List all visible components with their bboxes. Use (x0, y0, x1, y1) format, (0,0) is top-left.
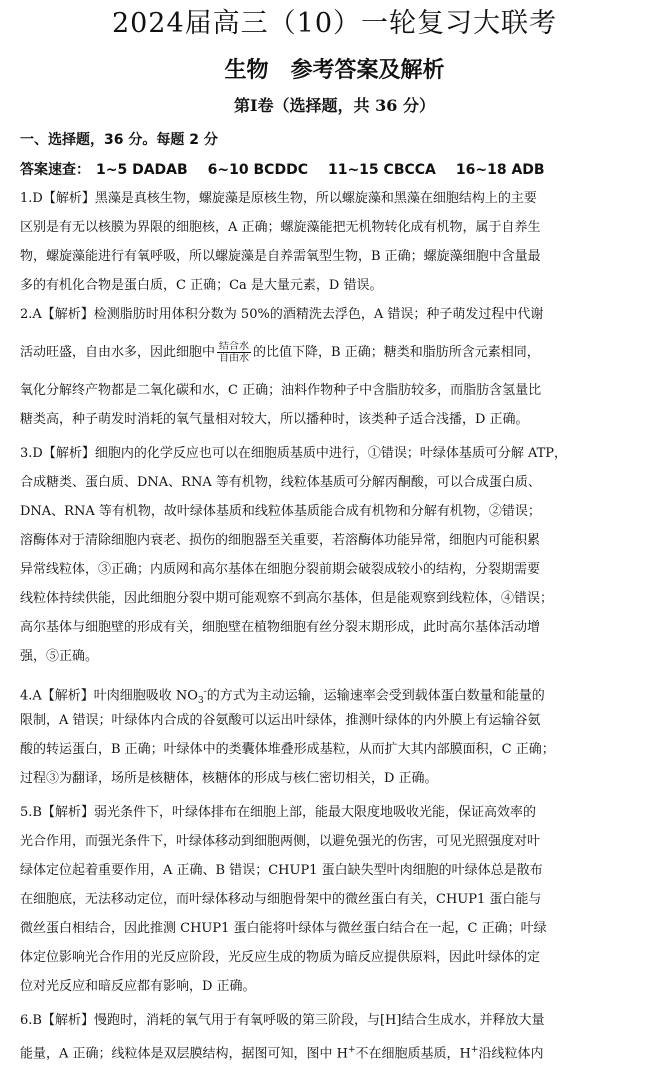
answer-key-group: 6~10 BCDDC (207, 162, 308, 178)
text-line: 区别是有无以核膜为界限的细胞核，A 正确；螺旋藻能把无机物转化成有机物，属于自养生 (20, 220, 541, 235)
text-line: 异常线粒体，③正确；内质网和高尔基体在细胞分裂前期会破裂成较小的结构，分裂期需要 (20, 562, 541, 577)
answer-key (20, 160, 565, 180)
text-line: 高尔基体与细胞壁的形成有关，细胞壁在植物细胞有丝分裂末期形成，此时高尔基体活动增 (20, 620, 541, 635)
text-line: 过程③为翻译，场所是核糖体，核糖体的形成与核仁密切相关，D 正确。 (20, 771, 438, 786)
text-line: 体定位影响光合作用的光反应阶段，光反应生成的物质为暗反应提供原料，因此叶绿体的定 (20, 950, 541, 965)
part-heading: 一、选择题，36 分。每题 2 分 (20, 132, 218, 148)
text-line-with-formula (20, 682, 660, 711)
text-segment: 的比值下降，B 正确；糖类和脂肪所含元素相同， (253, 345, 540, 360)
text-line: DNA、RNA 等有机物，故叶绿体基质和线粒体基质能合成有机物和分解有机物，②错误； (20, 504, 541, 519)
text-line: 酸的转运蛋白，B 正确；叶绿体中的类囊体堆叠形成基粒，从而扩大其内部膜面积，C 正确； (20, 742, 555, 757)
document-subtitle: 生物 参考答案及解析 (224, 58, 445, 83)
text-line: 合成糖类、蛋白质、DNA、RNA 等有机物，线粒体基质可分解丙酮酸，可以合成蛋白质、 (20, 475, 541, 490)
text-segment: 的方式为主动运输，运输速率会受到载体蛋白数量和能量的 (206, 688, 545, 704)
text-line: 微丝蛋白相结合，因此推测 CHUP1 蛋白能将叶绿体与微丝蛋白结合在一起，C 正确；叶绿 (20, 921, 547, 936)
text-line: 溶酶体对于清除细胞内衰老、损伤的细胞器至关重要，若溶酶体功能异常，细胞内可能积累 (20, 533, 541, 548)
section-title: 第Ⅰ卷（选择题，共 36 分） (234, 96, 435, 115)
text-line: 绿体定位起着重要作用，A 正确、B 错误；CHUP1 蛋白缺失型叶肉细胞的叶绿体总是散布 (20, 863, 543, 878)
fraction-denominator: 自由水 (219, 353, 250, 364)
text-line: 糖类高，种子萌发时消耗的氧气量相对较大，所以播种时，该类种子适合浅播，D 正确。 (20, 412, 529, 427)
text-line: 多的有机化合物是蛋白质，C 正确；Ca 是大量元素，D 错误。 (20, 278, 383, 293)
text-line-with-formula (20, 1040, 660, 1064)
no3-superscript: - (203, 687, 207, 697)
document-title: 2024届高三（10）一轮复习大联考 (111, 8, 558, 39)
water-ratio-fraction (217, 341, 251, 364)
text-line: 光合作用，而强光条件下，叶绿体移动到细胞两侧，以避免强光的伤害，可见光照强度对叶 (20, 834, 541, 849)
text-line-with-fraction (20, 341, 660, 364)
text-line: 氧化分解终产物都是二氧化碳和水，C 正确；油料作物种子中含脂肪较多，而脂肪含氢量比 (20, 383, 542, 398)
text-line: 在细胞底，无法移动定位，而叶绿体移动与细胞骨架中的微丝蛋白有关，CHUP1 蛋白能与 (20, 892, 542, 907)
text-line: 3.D【解析】细胞内的化学反应也可以在细胞质基质中进行，①错误；叶绿体基质可分解 ATP， (20, 446, 568, 461)
h-superscript: + (470, 1045, 479, 1055)
text-line: 6.B【解析】慢跑时，消耗的氧气用于有氧呼吸的第三阶段，与[H]结合生成水，并释放大量 (20, 1013, 545, 1028)
no3-subscript: 3 (197, 695, 204, 706)
h-superscript: + (348, 1045, 356, 1055)
answer-key-group: 16~18 ADB (455, 162, 545, 178)
text-line: 1.D【解析】黑藻是真核生物，螺旋藻是原核生物，所以螺旋藻和黑藻在细胞结构上的主要 (20, 191, 537, 206)
text-line: 物，螺旋藻能进行有氧呼吸，所以螺旋藻是自养需氧型生物，B 正确；螺旋藻细胞中含量最 (20, 249, 541, 264)
text-segment: 活动旺盛，自由水多，因此细胞中 (20, 345, 216, 360)
text-segment: 不在细胞质基质，H (355, 1046, 471, 1062)
text-line: 线粒体持续供能，因此细胞分裂中期可能观察不到高尔基体，但是能观察到线粒体，④错误； (20, 591, 554, 606)
answer-key-label: 答案速查： (20, 162, 90, 178)
text-line: 位对光反应和暗反应都有影响，D 正确。 (20, 979, 256, 994)
text-segment: 4.A【解析】叶肉细胞吸收 NO (20, 688, 198, 704)
text-line: 5.B【解析】弱光条件下，叶绿体排布在细胞上部，能最大限度地吸收光能，保证高效率的 (20, 805, 536, 820)
text-segment: 能量，A 正确；线粒体是双层膜结构，据图可知，图中 H (20, 1046, 348, 1062)
text-line: 强，⑤正确。 (20, 649, 99, 664)
text-line: 限制，A 错误；叶绿体内合成的谷氨酸可以运出叶绿体，推测叶绿体的内外膜上有运输谷氨 (20, 713, 541, 728)
fraction-numerator: 结合水 (219, 341, 250, 352)
answer-key-group: 1~5 DADAB (96, 162, 188, 178)
text-segment: 沿线粒体内 (478, 1046, 544, 1062)
answer-key-group: 11~15 CBCCA (327, 162, 436, 178)
text-line: 2.A【解析】检测脂肪时用体积分数为 50%的酒精洗去浮色，A 错误；种子萌发过程中代谢 (20, 307, 544, 322)
